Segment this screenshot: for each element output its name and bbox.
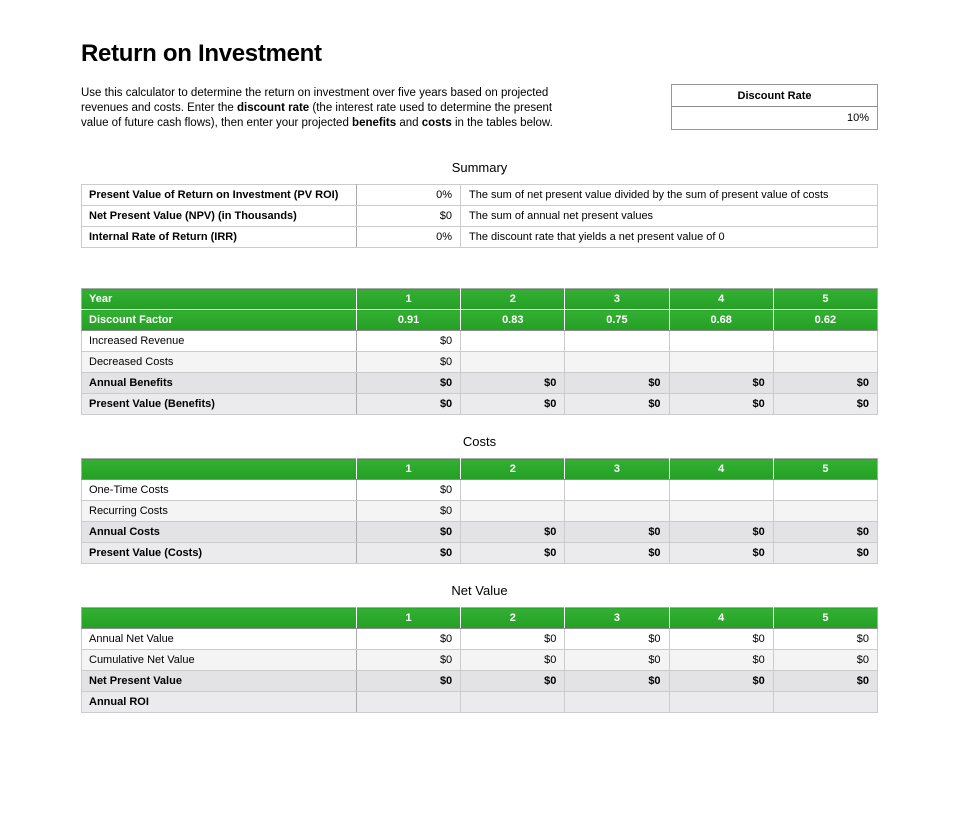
page-title: Return on Investment (81, 40, 322, 67)
year-header-cell: 5 (773, 608, 877, 629)
year-header-cell: 0.68 (669, 310, 773, 331)
year-header-cell: 2 (461, 459, 565, 480)
year-header-cell: 5 (773, 289, 877, 310)
intro-text-segment: and (396, 116, 422, 129)
value-cell[interactable] (669, 331, 773, 352)
table-row (82, 501, 878, 522)
value-cell[interactable] (773, 480, 877, 501)
intro-text (81, 86, 589, 130)
value-cell: $0 (565, 650, 669, 671)
row-label: Decreased Costs (82, 352, 357, 373)
value-cell: $0 (357, 650, 461, 671)
value-cell (565, 692, 669, 713)
net-value-table (81, 607, 878, 713)
table-row (82, 671, 878, 692)
value-cell: $0 (565, 671, 669, 692)
roi-calculator-page (81, 41, 878, 713)
year-header-cell: 5 (773, 459, 877, 480)
discount-rate-label: Discount Rate (672, 85, 877, 107)
value-cell: $0 (461, 373, 565, 394)
row-label: Annual Net Value (82, 629, 357, 650)
intro-text-segment: Use this calculator to determine the return on investment over five years based on projected (81, 87, 549, 99)
value-cell: $0 (773, 629, 877, 650)
summary-row (82, 206, 878, 227)
value-cell (357, 692, 461, 713)
benefits-table (81, 288, 878, 415)
table-row (82, 373, 878, 394)
summary-row (82, 227, 878, 248)
value-cell: $0 (669, 522, 773, 543)
year-header-cell: 2 (461, 289, 565, 310)
value-cell: $0 (357, 543, 461, 564)
value-cell (669, 692, 773, 713)
row-label: One-Time Costs (82, 480, 357, 501)
value-cell[interactable] (565, 480, 669, 501)
discount-rate-card (671, 84, 878, 130)
summary-row (82, 185, 878, 206)
table-row (82, 692, 878, 713)
year-header-cell: 1 (357, 459, 461, 480)
header-label-cell: Year (82, 289, 357, 310)
value-cell[interactable] (565, 352, 669, 373)
row-label: Present Value of Return on Investment (PV ROI) (82, 185, 357, 206)
intro-text-segment: (the interest rate used to determine the present (309, 101, 553, 114)
costs-title: Costs (462, 434, 497, 450)
table-row (82, 522, 878, 543)
year-header-cell: 0.75 (565, 310, 669, 331)
year-header-cell: 2 (461, 608, 565, 629)
intro-row (81, 86, 878, 130)
value-cell: $0 (357, 629, 461, 650)
value-cell (773, 692, 877, 713)
net-value-title: Net Value (451, 583, 508, 599)
value-cell[interactable] (669, 480, 773, 501)
value-cell: $0 (461, 650, 565, 671)
row-label: Present Value (Benefits) (82, 394, 357, 415)
value-cell[interactable]: $0 (357, 480, 461, 501)
value-cell: $0 (669, 671, 773, 692)
header-label-cell (82, 608, 357, 629)
row-label: Annual Benefits (82, 373, 357, 394)
value-cell[interactable]: $0 (357, 501, 461, 522)
table-row (82, 352, 878, 373)
value-cell: $0 (565, 373, 669, 394)
year-header-cell: 4 (669, 608, 773, 629)
year-header-cell: 1 (357, 608, 461, 629)
table-row (82, 543, 878, 564)
value-cell[interactable] (773, 501, 877, 522)
value-cell: $0 (669, 629, 773, 650)
value-cell: $0 (773, 543, 877, 564)
table-row (82, 394, 878, 415)
summary-value-cell: 0% (357, 185, 461, 206)
value-cell[interactable] (461, 352, 565, 373)
summary-description-cell: The sum of net present value divided by the sum of present value of costs (461, 185, 878, 206)
year-header-row (82, 289, 878, 310)
row-label: Annual Costs (82, 522, 357, 543)
year-header-cell: 3 (565, 289, 669, 310)
value-cell: $0 (565, 543, 669, 564)
summary-section (81, 184, 878, 248)
row-label: Cumulative Net Value (82, 650, 357, 671)
value-cell[interactable] (669, 352, 773, 373)
row-label: Present Value (Costs) (82, 543, 357, 564)
costs-section (81, 458, 878, 564)
value-cell[interactable] (565, 501, 669, 522)
value-cell: $0 (565, 522, 669, 543)
intro-bold-term: discount rate (236, 101, 310, 114)
year-header-cell: 0.83 (461, 310, 565, 331)
row-label: Net Present Value (NPV) (in Thousands) (82, 206, 357, 227)
row-label: Recurring Costs (82, 501, 357, 522)
year-header-row (82, 310, 878, 331)
value-cell[interactable]: $0 (357, 331, 461, 352)
summary-value-cell: 0% (357, 227, 461, 248)
value-cell[interactable] (565, 331, 669, 352)
value-cell: $0 (357, 394, 461, 415)
value-cell: $0 (357, 373, 461, 394)
value-cell: $0 (461, 629, 565, 650)
year-header-cell: 0.62 (773, 310, 877, 331)
table-row (82, 331, 878, 352)
intro-bold-term: costs (421, 116, 452, 129)
value-cell: $0 (357, 522, 461, 543)
benefits-section (81, 288, 878, 415)
year-header-cell: 4 (669, 289, 773, 310)
value-cell: $0 (357, 671, 461, 692)
value-cell: $0 (565, 629, 669, 650)
value-cell[interactable] (773, 352, 877, 373)
value-cell: $0 (773, 373, 877, 394)
header-label-cell: Discount Factor (82, 310, 357, 331)
row-label: Net Present Value (82, 671, 357, 692)
costs-table (81, 458, 878, 564)
value-cell: $0 (461, 394, 565, 415)
value-cell[interactable] (461, 331, 565, 352)
header-label-cell (82, 459, 357, 480)
summary-table (81, 184, 878, 248)
discount-rate-value[interactable]: 10% (846, 112, 869, 124)
value-cell[interactable] (461, 501, 565, 522)
value-cell: $0 (669, 650, 773, 671)
value-cell: $0 (461, 671, 565, 692)
summary-description-cell: The discount rate that yields a net present value of 0 (461, 227, 878, 248)
year-header-cell: 4 (669, 459, 773, 480)
value-cell: $0 (669, 543, 773, 564)
value-cell: $0 (669, 394, 773, 415)
net-value-section (81, 607, 878, 713)
summary-title: Summary (451, 160, 508, 176)
value-cell: $0 (773, 650, 877, 671)
table-row (82, 650, 878, 671)
year-header-cell: 3 (565, 608, 669, 629)
intro-text-segment: revenues and costs. Enter the (81, 101, 237, 114)
value-cell[interactable] (773, 331, 877, 352)
intro-bold-term: benefits (352, 116, 397, 129)
year-header-cell: 3 (565, 459, 669, 480)
value-cell: $0 (565, 394, 669, 415)
row-label: Annual ROI (82, 692, 357, 713)
value-cell: $0 (773, 522, 877, 543)
value-cell[interactable]: $0 (357, 352, 461, 373)
value-cell: $0 (461, 522, 565, 543)
year-header-row (82, 459, 878, 480)
value-cell[interactable] (461, 480, 565, 501)
value-cell: $0 (773, 671, 877, 692)
row-label: Internal Rate of Return (IRR) (82, 227, 357, 248)
table-row (82, 480, 878, 501)
value-cell[interactable] (669, 501, 773, 522)
table-row (82, 629, 878, 650)
intro-text-segment: in the tables below. (451, 116, 553, 129)
intro-text-segment: value of future cash flows), then enter your projected (81, 116, 353, 129)
summary-description-cell: The sum of annual net present values (461, 206, 878, 227)
row-label: Increased Revenue (82, 331, 357, 352)
year-header-cell: 1 (357, 289, 461, 310)
year-header-row (82, 608, 878, 629)
summary-value-cell: $0 (357, 206, 461, 227)
value-cell: $0 (461, 543, 565, 564)
value-cell: $0 (669, 373, 773, 394)
value-cell (461, 692, 565, 713)
year-header-cell: 0.91 (357, 310, 461, 331)
value-cell: $0 (773, 394, 877, 415)
